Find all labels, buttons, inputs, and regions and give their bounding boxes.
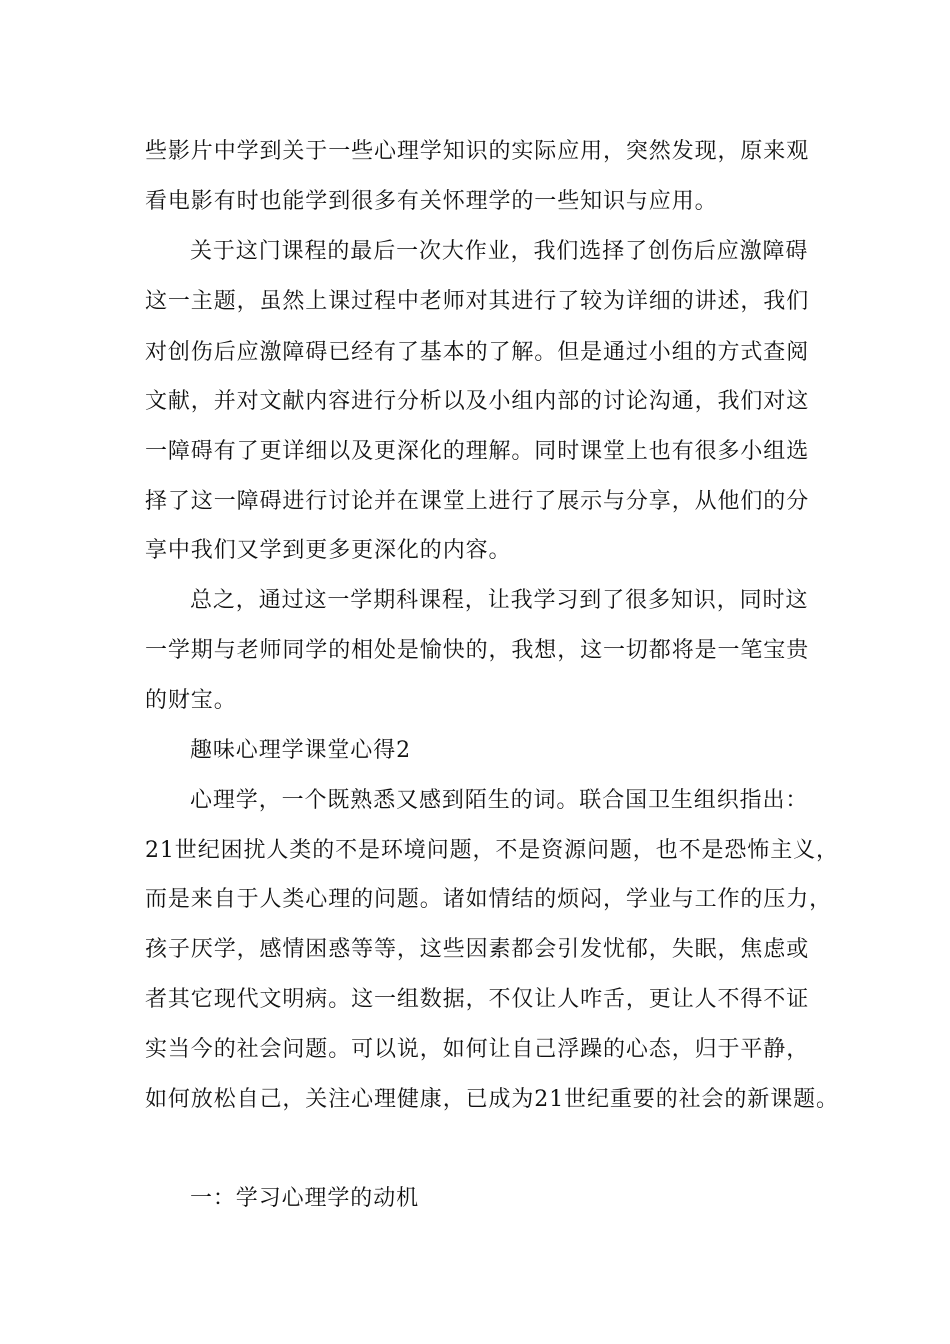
paragraph-line: 关于这门课程的最后一次大作业，我们选择了创伤后应激障碍 bbox=[190, 239, 809, 264]
paragraph-line: 些影片中学到关于一些心理学知识的实际应用，突然发现，原来观 bbox=[145, 139, 810, 164]
paragraph-line: 总之，通过这一学期科课程，让我学习到了很多知识，同时这 bbox=[190, 588, 809, 613]
section-heading: 一：学习心理学的动机 bbox=[190, 1186, 420, 1211]
paragraph-line: 而是来自于人类心理的问题。诸如情结的烦闷，学业与工作的压力， bbox=[145, 887, 833, 912]
paragraph-line: 者其它现代文明病。这一组数据，不仅让人咋舌，更让人不得不证 bbox=[145, 987, 810, 1012]
paragraph-line: 择了这一障碍进行讨论并在课堂上进行了展示与分享，从他们的分 bbox=[145, 489, 810, 514]
paragraph-line: 孩子厌学，感情困惑等等，这些因素都会引发忧郁，失眠，焦虑或 bbox=[145, 937, 810, 962]
paragraph-line: 21世纪困扰人类的不是环境问题，不是资源问题，也不是恐怖主义， bbox=[145, 838, 839, 863]
paragraph-line: 看电影有时也能学到很多有关怀理学的一些知识与应用。 bbox=[145, 189, 718, 214]
paragraph-line: 一障碍有了更详细以及更深化的理解。同时课堂上也有很多小组选 bbox=[145, 439, 810, 464]
paragraph-line: 享中我们又学到更多更深化的内容。 bbox=[145, 538, 512, 563]
paragraph-line: 心理学，一个既熟悉又感到陌生的词。联合国卫生组织指出： bbox=[190, 788, 809, 813]
paragraph-line: 这一主题，虽然上课过程中老师对其进行了较为详细的讲述，我们 bbox=[145, 289, 810, 314]
paragraph-line: 实当今的社会问题。可以说，如何让自己浮躁的心态，归于平静， bbox=[145, 1037, 810, 1062]
section-heading: 趣味心理学课堂心得2 bbox=[190, 738, 411, 763]
paragraph-line: 文献，并对文献内容进行分析以及小组内部的讨论沟通，我们对这 bbox=[145, 389, 810, 414]
paragraph-line: 一学期与老师同学的相处是愉快的，我想，这一切都将是一笔宝贵 bbox=[145, 638, 810, 663]
paragraph-line: 的财宝。 bbox=[145, 688, 237, 713]
paragraph-line: 对创伤后应激障碍已经有了基本的了解。但是通过小组的方式查阅 bbox=[145, 340, 810, 365]
paragraph-line: 如何放松自己，关注心理健康，已成为21世纪重要的社会的新课题。 bbox=[145, 1087, 839, 1112]
